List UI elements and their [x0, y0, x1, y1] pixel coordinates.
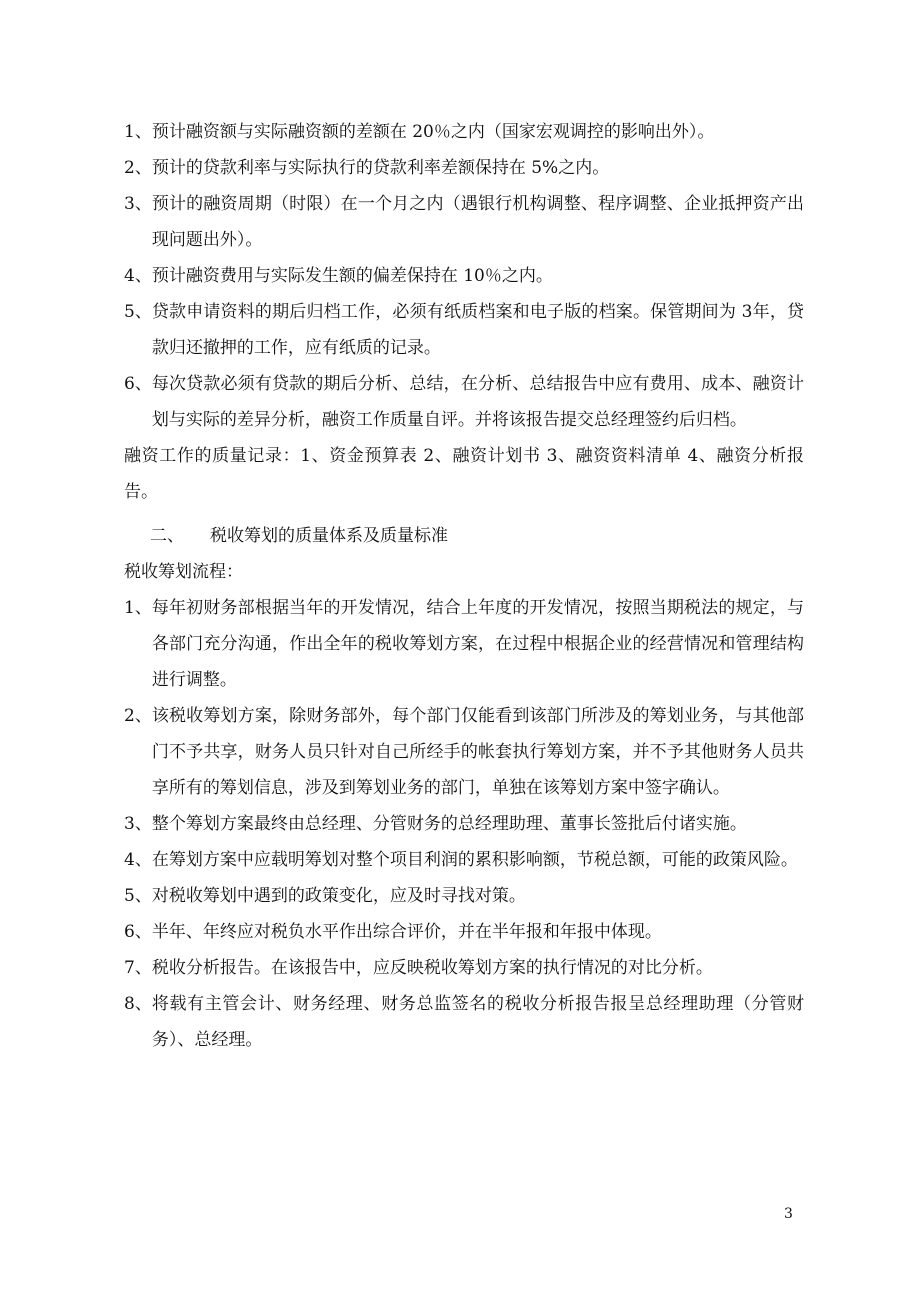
section-heading	[124, 518, 804, 554]
list-item	[124, 294, 804, 366]
item-number: 4、	[124, 266, 152, 286]
item-text: 半年、年终应对税负水平作出综合评价，并在半年报和年报中体现。	[151, 922, 662, 942]
list-item	[124, 186, 804, 258]
item-text: 在筹划方案中应载明筹划对整个项目利润的累积影响额，节税总额，可能的政策风险。	[151, 850, 798, 870]
item-text: 整个筹划方案最终由总经理、分管财务的总经理助理、董事长签批后付诸实施。	[151, 814, 747, 834]
list-item	[124, 150, 804, 186]
item-text: 预计融资额与实际融资额的差额在 20％之内（国家宏观调控的影响出外）。	[151, 122, 715, 142]
tax-flow-label: 税收筹划流程：	[124, 562, 243, 582]
item-text: 每年初财务部根据当年的开发情况，结合上年度的开发情况，按照当期税法的规定，与各部门充分沟通，作出全年的税收筹划方案，在过程中根据企业的经营情况和管理结构进行调整。	[151, 598, 804, 690]
item-number: 5、	[124, 302, 152, 322]
item-text: 预计的融资周期（时限）在一个月之内（遇银行机构调整、程序调整、企业抵押资产出现问题出外）。	[151, 194, 804, 250]
list-item	[124, 114, 804, 150]
item-number: 8、	[124, 994, 152, 1014]
item-number: 7、	[124, 958, 152, 978]
list-item	[124, 806, 804, 842]
item-number: 6、	[124, 374, 152, 394]
item-text: 税收分析报告。在该报告中，应反映税收筹划方案的执行情况的对比分析。	[151, 958, 713, 978]
list-item	[124, 258, 804, 294]
item-number: 5、	[124, 886, 152, 906]
document-body	[124, 114, 804, 1058]
quality-record-paragraph: 融资工作的质量记录：1、资金预算表 2、融资计划书 3、融资资料清单 4、融资分析报告。	[124, 446, 804, 502]
item-number: 6、	[124, 922, 152, 942]
list-item	[124, 914, 804, 950]
item-number: 1、	[124, 122, 152, 142]
list-item	[124, 842, 804, 878]
list-item	[124, 366, 804, 438]
item-text: 预计的贷款利率与实际执行的贷款利率差额保持在 5%之内。	[151, 158, 610, 178]
section-number: 二、	[150, 526, 184, 546]
item-number: 3、	[124, 194, 152, 214]
item-number: 4、	[124, 850, 152, 870]
section-title: 税收筹划的质量体系及质量标准	[210, 526, 448, 546]
item-text: 将载有主管会计、财务经理、财务总监签名的税收分析报告报呈总经理助理（分管财务）、总经理。	[151, 994, 804, 1050]
item-number: 2、	[124, 158, 152, 178]
item-text: 贷款申请资料的期后归档工作，必须有纸质档案和电子版的档案。保管期间为 3年，贷款归还撤押的工作，应有纸质的记录。	[151, 302, 804, 358]
item-text: 预计融资费用与实际发生额的偏差保持在 10％之内。	[151, 266, 553, 286]
page-number: 3	[784, 1206, 793, 1222]
item-number: 2、	[124, 706, 152, 726]
list-item	[124, 878, 804, 914]
item-text: 每次贷款必须有贷款的期后分析、总结，在分析、总结报告中应有费用、成本、融资计划与实际的差异分析，融资工作质量自评。并将该报告提交总经理签约后归档。	[151, 374, 804, 430]
item-number: 1、	[124, 598, 152, 618]
list-item	[124, 590, 804, 698]
item-text: 该税收筹划方案，除财务部外，每个部门仅能看到该部门所涉及的筹划业务，与其他部门不予共享，财务人员只针对自己所经手的帐套执行筹划方案，并不予其他财务人员共享所有的筹划信息，涉及到筹划业务的部门，单独在该筹划方案中签字确认。	[151, 706, 804, 798]
list-item	[124, 986, 804, 1058]
item-number: 3、	[124, 814, 152, 834]
list-item	[124, 698, 804, 806]
list-item	[124, 950, 804, 986]
item-text: 对税收筹划中遇到的政策变化，应及时寻找对策。	[151, 886, 526, 906]
